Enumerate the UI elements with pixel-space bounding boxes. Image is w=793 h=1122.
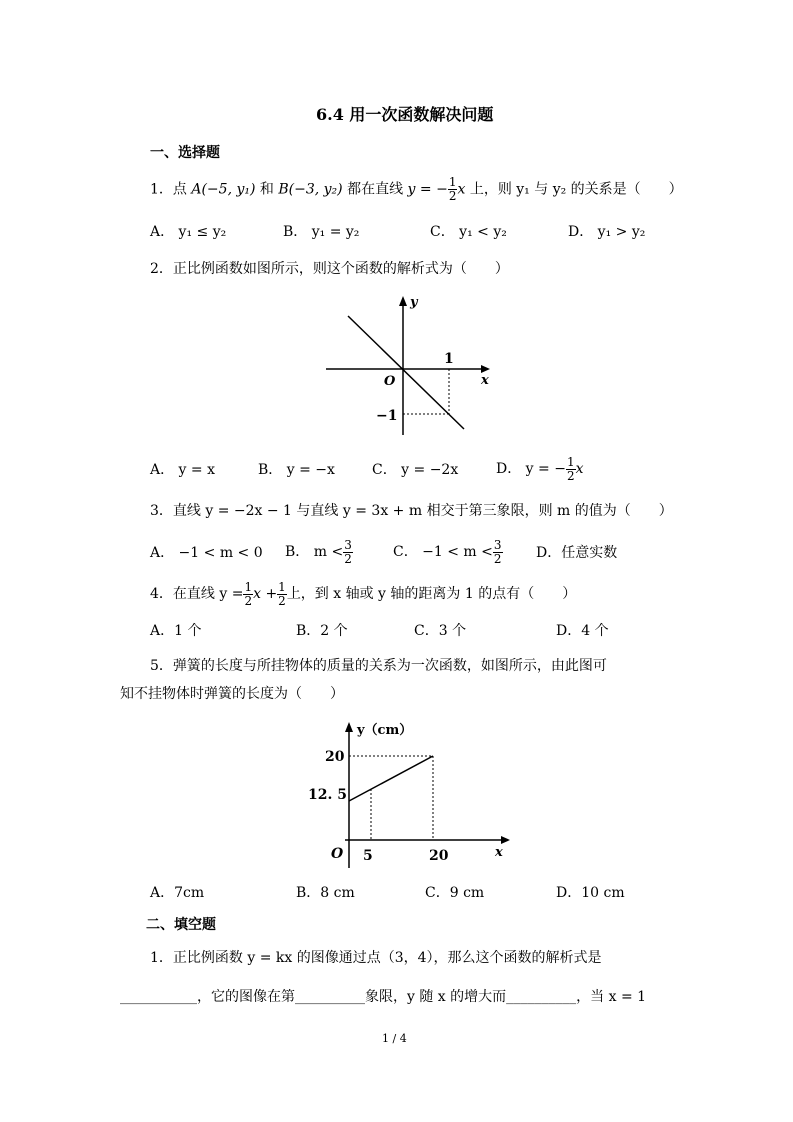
- q5-origin-label: O: [331, 846, 344, 862]
- q1-option-c: C． y₁ < y₂: [430, 224, 507, 240]
- section-heading-fill: 二、填空题: [146, 917, 216, 933]
- q3-option-c: [393, 535, 503, 569]
- q3-optc-num: 3: [493, 537, 502, 552]
- q4-prefix: 4．在直线 y =: [150, 586, 244, 602]
- q4-option-a: A．1 个: [150, 623, 202, 639]
- q2-function-line: [348, 316, 464, 429]
- q5-option-a: A．7cm: [150, 885, 205, 901]
- q1-frac-den: 2: [448, 189, 457, 203]
- fill-question-1-line-1: 1．正比例函数 y = kx 的图像通过点（3，4），那么这个函数的解析式是: [150, 950, 602, 966]
- q4-mid: x +: [253, 586, 278, 602]
- q1-point-a: A(−5, y₁): [191, 181, 256, 198]
- q3-option-d: D．任意实数: [536, 545, 618, 561]
- q1-mid: 都在直线: [342, 181, 408, 198]
- q3-optb-den: 2: [344, 551, 352, 566]
- q2-optd-num: 1: [566, 454, 575, 469]
- q5-x-label: x: [495, 845, 503, 860]
- q4-fraction-1: [243, 581, 253, 608]
- q2-option-d: [496, 452, 584, 486]
- q1-eq-tail: x: [457, 181, 466, 198]
- q5-x-high-label: 20: [429, 848, 449, 864]
- q1-prefix: 1．点: [150, 181, 192, 198]
- q1-suffix: 上，则 y₁ 与 y₂ 的关系是（ ）: [465, 181, 683, 198]
- q3-optb-fraction: [343, 539, 353, 566]
- q5-graph: [305, 718, 515, 873]
- q4-suffix: 上，到 x 轴或 y 轴的距离为 1 的点有（ ）: [286, 586, 577, 602]
- q1-and: 和: [255, 181, 279, 198]
- question-5-line-1: 5．弹簧的长度与所挂物体的质量的关系为一次函数，如图所示，由此图可: [150, 658, 607, 674]
- q2-optd-fraction: [566, 456, 576, 483]
- question-4: [150, 577, 576, 611]
- q2-optd-prefix: D． y = −: [496, 461, 566, 477]
- q1-frac-num: 1: [448, 175, 457, 189]
- q4-option-b: B．2 个: [296, 623, 348, 639]
- q2-origin-label: O: [384, 374, 396, 389]
- q5-y-high-label: 20: [325, 749, 345, 765]
- q5-function-line: [349, 756, 433, 801]
- q5-option-d: D．10 cm: [556, 885, 625, 901]
- page-title: 6.4 用一次函数解决问题: [316, 105, 494, 124]
- page-number: 1 / 4: [382, 1032, 407, 1045]
- q2-option-a: A． y = x: [150, 462, 215, 478]
- q1-eq: y = −: [407, 181, 448, 198]
- section-heading-choice: 一、选择题: [150, 145, 220, 161]
- q2-option-b: B． y = −x: [258, 462, 335, 478]
- q2-tick-y-label: −1: [376, 408, 398, 424]
- q2-optd-tail: x: [575, 461, 584, 477]
- q3-optc-den: 2: [493, 551, 502, 566]
- q4-num-2: 1: [278, 579, 286, 594]
- q2-optd-den: 2: [566, 468, 575, 483]
- q4-option-d: D．4 个: [556, 623, 609, 639]
- q5-y-arrow: [345, 722, 353, 732]
- question-3: 3．直线 y = −2x − 1 与直线 y = 3x + m 相交于第三象限，则 m 的值为（ ）: [150, 503, 673, 519]
- q4-fraction-2: [277, 581, 287, 608]
- q3-optc-fraction: [493, 539, 503, 566]
- fill-question-1-line-2: ___________，它的图像在第__________象限，y 随 x 的增大而__________，当 x = 1: [120, 989, 647, 1005]
- q1-option-a: A． y₁ ≤ y₂: [150, 224, 227, 240]
- q2-x-label: x: [481, 373, 489, 388]
- q5-x-arrow: [501, 836, 510, 844]
- q4-den-2: 2: [278, 593, 286, 608]
- q3-option-a: A． −1 < m < 0: [150, 545, 263, 561]
- question-1: [150, 176, 683, 203]
- q3-optb-prefix: B． m <: [285, 544, 344, 560]
- question-5-line-2: 知不挂物体时弹簧的长度为（ ）: [120, 686, 344, 702]
- q4-num-1: 1: [244, 579, 253, 594]
- q2-y-label: y: [410, 295, 418, 310]
- q5-y-label: y（cm）: [357, 723, 413, 738]
- q5-y-low-label: 12. 5: [308, 787, 347, 803]
- q5-option-b: B．8 cm: [296, 885, 355, 901]
- q2-graph: [318, 290, 498, 440]
- q2-option-c: C． y = −2x: [372, 462, 459, 478]
- q4-den-1: 2: [244, 593, 253, 608]
- question-2: 2．正比例函数如图所示，则这个函数的解析式为（ ）: [150, 261, 509, 277]
- q2-x-arrow: [481, 365, 490, 373]
- q4-option-c: C．3 个: [414, 623, 467, 639]
- q3-optc-prefix: C． −1 < m <: [393, 544, 493, 560]
- q5-option-c: C．9 cm: [425, 885, 485, 901]
- q5-x-low-label: 5: [363, 848, 373, 864]
- q2-y-arrow: [399, 296, 407, 306]
- q2-tick-x-label: 1: [444, 351, 454, 367]
- q1-option-d: D． y₁ > y₂: [568, 224, 646, 240]
- q3-optb-num: 3: [344, 537, 352, 552]
- q1-point-b: B(−3, y₂): [278, 181, 343, 198]
- q1-option-b: B． y₁ = y₂: [283, 224, 360, 240]
- q3-option-b: [285, 535, 353, 569]
